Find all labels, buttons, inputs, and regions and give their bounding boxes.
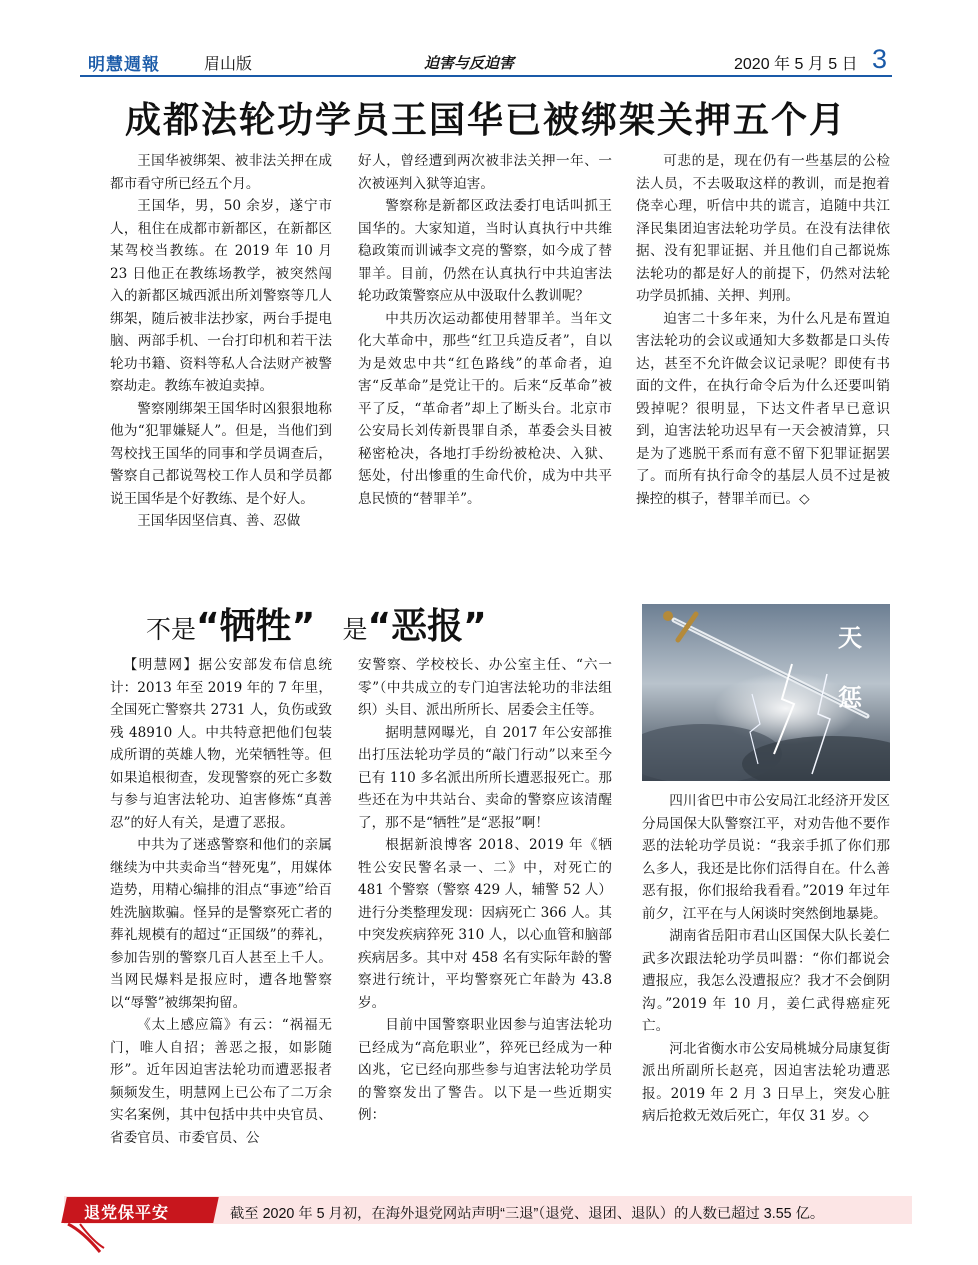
section-title: 迫害与反迫害 (424, 54, 515, 72)
paragraph: 可悲的是，现在仍有一些基层的公检法人员，不去吸取这样的教训，而是抱着侥幸心理，听信中共的谎言，追随中共江泽民集团迫害法轮功学员。在没有法律依据、没有犯罪证据、并且他们自己都说炼法轮功的都是好人的前提下，仍然对法轮功学员抓捕、关押、判刑。 (636, 153, 890, 304)
article1-column-1 (110, 150, 332, 576)
illustration-char-1: 天 (838, 624, 862, 652)
headline-part: 不是 (146, 615, 197, 644)
article2-column-1 (110, 654, 332, 1194)
sword-lightning-illustration (642, 604, 890, 781)
paragraph: 安警察、学校校长、办公室主任、“六一零”（中共成立的专门迫害法轮功的非法组织）头目、派出所所长、居委会主任等。 (358, 657, 612, 718)
article2-column-2 (358, 654, 612, 1194)
paragraph: 目前中国警察职业因参与迫害法轮功已经成为“高危职业”，猝死已经成为一种凶兆，它已经向那些参与迫害法轮功学员的警察发出了警告。以下是一些近期实例： (358, 1017, 612, 1123)
headline-keyword: “牺牲” (196, 606, 316, 647)
paragraph: 根据新浪博客 2018、2019 年《牺牲公安民警名录一、二》中，对死亡的 481 个警察（警察 429 人，辅警 52 人）进行分类整理发现：因病死亡 366 人。其中突发疾病猝死 310 人，以心血管和脑部疾病居多。其中对 458 名有实际年龄的警察进行统计，平均警察死亡年龄为 43.8 岁。 (358, 837, 612, 1011)
article1-headline: 成都法轮功学员王国华已被绑架关押五个月 (124, 100, 847, 141)
paragraph: 迫害二十多年来，为什么凡是布置迫害法轮功的会议或通知大多数都是口头传达，甚至不允许做会议记录呢？即使有书面的文件，在执行命令后为什么还要叫销毁掉呢？很明显，下达文件者早已意识到，迫害法轮功迟早有一天会被清算，只是为了逃脱干系而有意不留下犯罪证据罢了。而所有执行命令的基层人员不过是被操控的棋子，替罪羊而已。◇ (636, 310, 890, 507)
paragraph: 王国华被绑架、被非法关押在成都市看守所已经五个月。 (110, 153, 332, 192)
illustration-char-2: 惩 (838, 684, 862, 712)
ribbon-icon (60, 1222, 110, 1258)
footer-tag-label: 退党保平安 (84, 1203, 170, 1222)
paragraph: 四川省巴中市公安局江北经济开发区分局国保大队警察江平，对劝告他不要作恶的法轮功学员说：“我亲手抓了你们那么多人，我还是比你们活得自在。什么善恶有报，你们报给我看看。”2019 年过年前夕，江平在与人闲谈时突然倒地暴毙。 (642, 793, 890, 922)
footer-notice: 截至 2020 年 5 月初，在海外退党网站声明“三退”（退党、退团、退队）的人数已超过 3.55 亿。 (230, 1206, 825, 1222)
paper-name: 明慧週報 (88, 55, 160, 75)
paragraph: 《太上感应篇》有云：“祸福无门，唯人自招；善恶之报，如影随形”。近年因迫害法轮功而遭恶报者频频发生，明慧网上已公布了二万余实名案例，其中包括中共中央官员、省委官员、市委官员、公 (110, 1017, 332, 1146)
article2-column-3 (642, 790, 890, 1194)
paragraph: 中共为了迷惑警察和他们的亲属继续为中共卖命当“替死鬼”，用媒体造势，用精心编排的泪点“事迹”给百姓洗脑欺骗。怪异的是警察死亡者的葬礼规模有的超过“正国级”的葬礼，参加告别的警察几百人甚至上千人。当网民爆料是报应时，遭各地警察以“辱警”被绑架拘留。 (110, 837, 332, 1011)
paragraph: 【明慧网】据公安部发布信息统计：2013 年至 2019 年的 7 年里，全国死亡警察共 2731 人，负伤或致残 48910 人。中共特意把他们包装成所谓的英雄人物，光荣牺牲等。但如果追根彻查，发现警察的死亡多数与参与迫害法轮功、迫害修炼“真善忍”的好人有关，是遭了恶报。 (110, 657, 332, 831)
article1-column-3 (636, 150, 890, 576)
edition-label: 眉山版 (204, 54, 253, 73)
paragraph: 据明慧网曝光，自 2017 年公安部推出打压法轮功学员的“敲门行动”以来至今已有 110 多名派出所所长遭恶报死亡。那些还在为中共站台、卖命的警察应该清醒了，那不是“牺牲”是“恶报”啊！ (358, 724, 612, 831)
paragraph: 好人，曾经遭到两次被非法关押一年、一次被诬判入狱等迫害。 (358, 153, 612, 192)
paragraph: 警察称是新都区政法委打电话叫抓王国华的。大家知道，当时认真执行中共维稳政策而训诫李文亮的警察，如今成了替罪羊。目前，仍然在认真执行中共迫害法轮功政策警察应从中汲取什么教训呢？ (358, 198, 612, 304)
paragraph: 王国华因坚信真、善、忍做 (137, 513, 301, 529)
article1-column-2 (358, 150, 612, 576)
paragraph: 中共历次运动都使用替罪羊。当年文化大革命中，那些“红卫兵造反者”，自以为是效忠中共“红色路线”的革命者，迫害“反革命”是党让干的。后来“反革命”被平了反，“革命者”却上了断头台。北京市公安局长刘传新畏罪自杀，革委会头目被秘密枪决，各地打手纷纷被枪决、入狱、惩处，付出惨重的生命代价，成为中共平息民愤的“替罪羊”。 (358, 310, 612, 507)
paragraph: 湖南省岳阳市君山区国保大队长姜仁武多次跟法轮功学员叫嚣：“你们都说会遭报应，我怎么没遭报应？我才不会倒阴沟。”2019 年 10 月，姜仁武得癌症死亡。 (642, 928, 890, 1034)
paragraph: 王国华，男，50 余岁，遂宁市人，租住在成都市新都区，在新都区某驾校当教练。在 2019 年 10 月 23 日他正在教练场教学，被突然闯入的新都区城西派出所刘警察等几人绑架，随后被非法抄家，两台手提电脑、两部手机、一台打印机和若干法轮功书籍、资料等私人合法财产被警察劫走。教练车被迫卖掉。 (110, 198, 332, 394)
article2-headline (146, 598, 487, 649)
headline-part: 是 (342, 615, 368, 644)
issue-date: 2020 年 5 月 5 日 (734, 56, 858, 73)
headline-keyword: “恶报” (367, 606, 487, 647)
page-number: 3 (872, 44, 888, 74)
paragraph: 警察刚绑架王国华时凶狠狠地称他为“犯罪嫌疑人”。但是，当他们到驾校找王国华的同事和学员调查后，警察自己都说驾校工作人员和学员都说王国华是个好教练、是个好人。 (110, 400, 332, 507)
header-rule (80, 75, 892, 77)
paragraph: 河北省衡水市公安局桃城分局康复街派出所副所长赵亮，因迫害法轮功遭恶报。2019 年 2 月 3 日早上，突发心脏病后抢救无效后死亡，年仅 31 岁。◇ (642, 1040, 890, 1124)
